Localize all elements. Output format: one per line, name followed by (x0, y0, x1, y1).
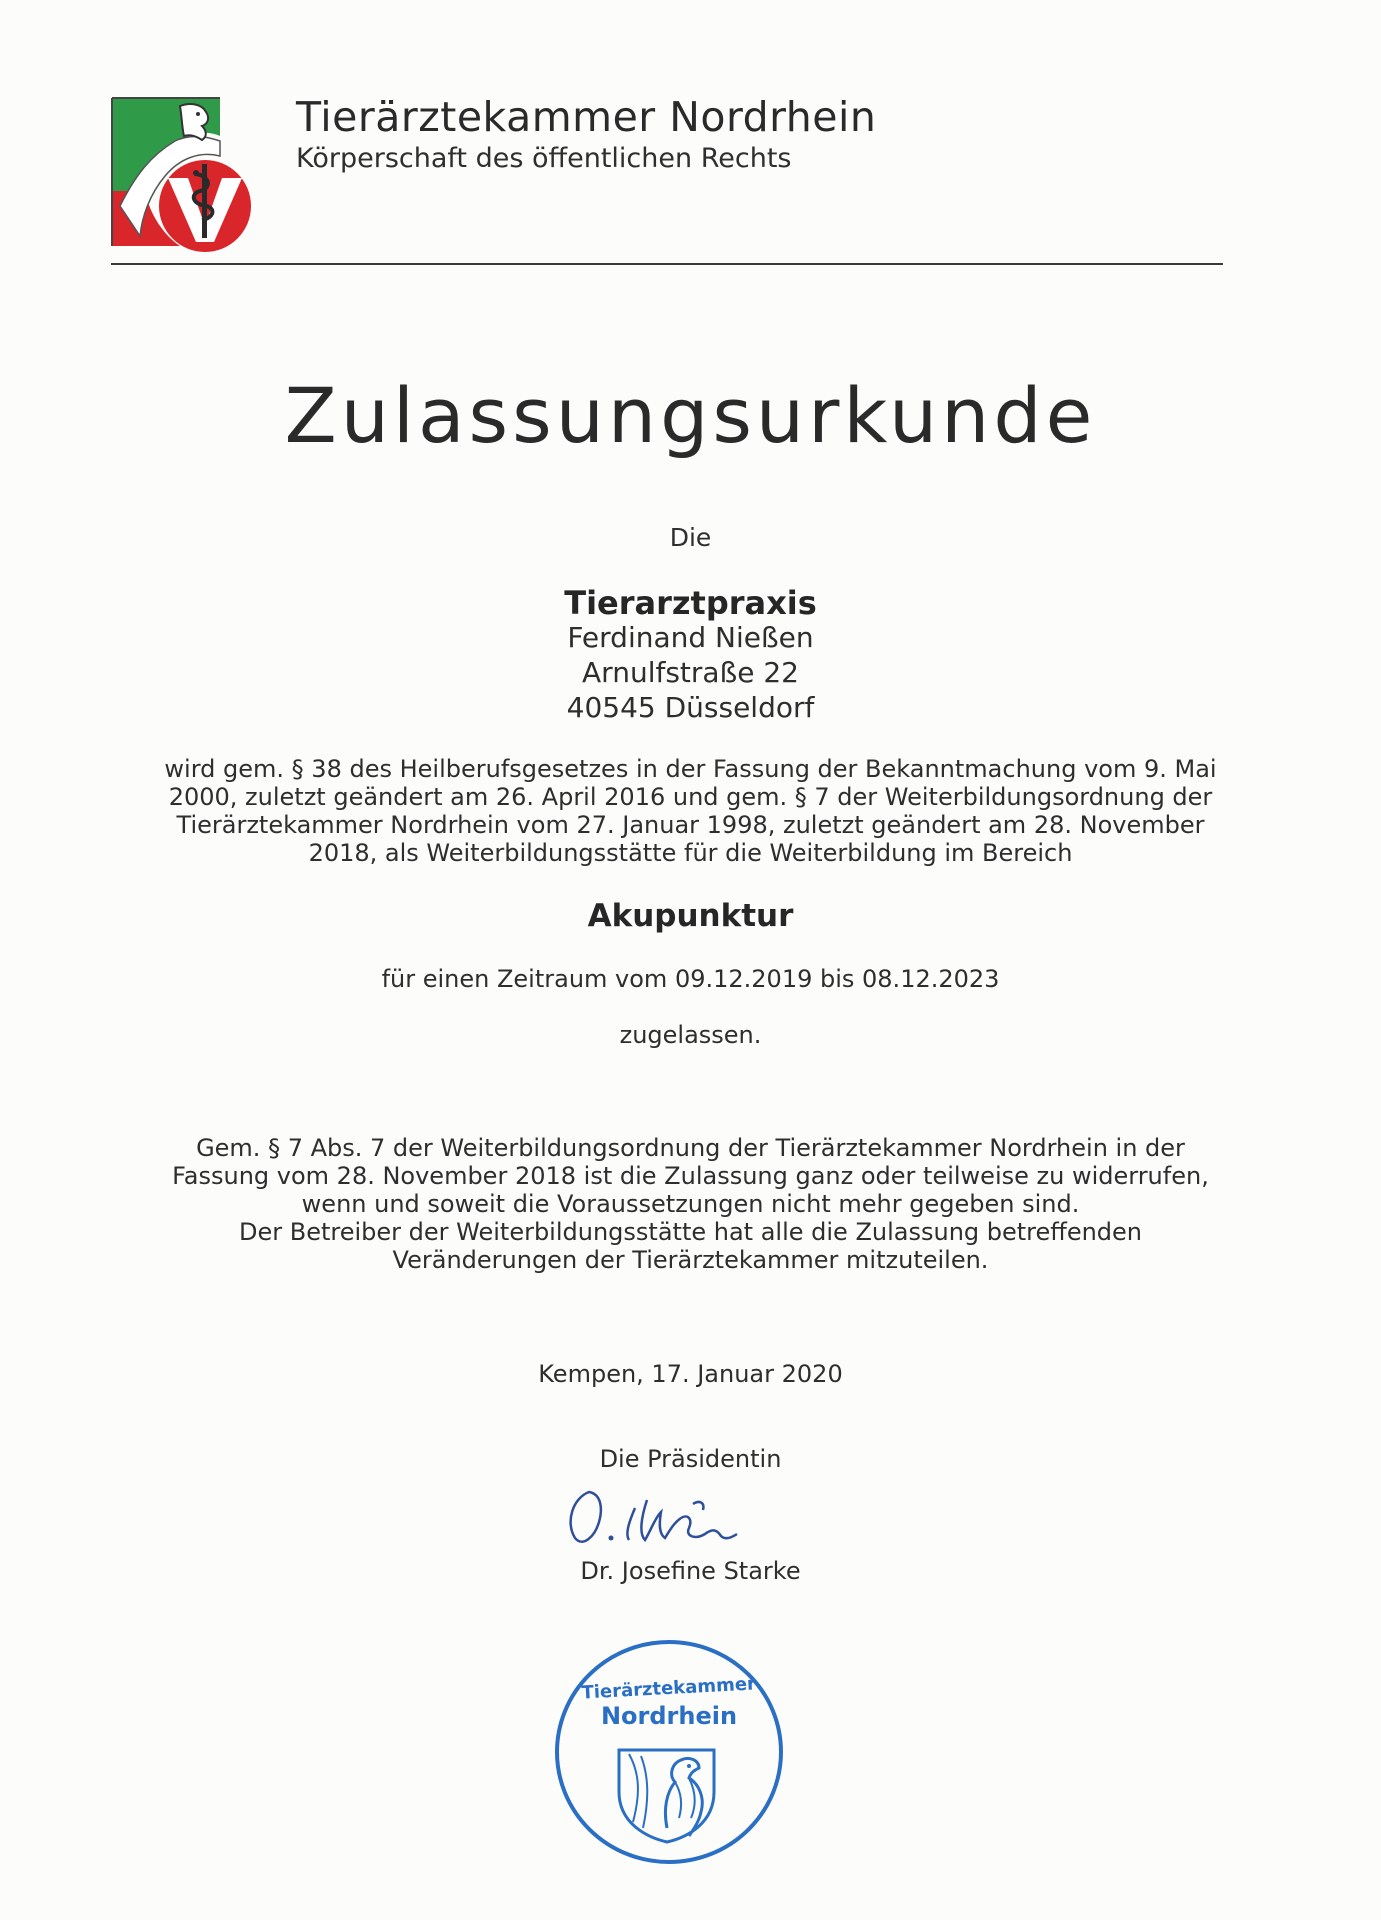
president-name: Dr. Josefine Starke (580, 1557, 801, 1585)
admitted-text: zugelassen. (619, 1021, 762, 1049)
note-line: wenn und soweit die Voraussetzungen nicht mehr gegeben sind. (301, 1190, 1080, 1218)
legal-line: Tierärztekammer Nordrhein vom 27. Januar 1998, zuletzt geändert am 28. November (176, 811, 1205, 839)
practice-street: Arnulfstraße 22 (582, 656, 799, 689)
validity-period: für einen Zeitraum vom 09.12.2019 bis 08.12.2023 (381, 965, 1000, 993)
practice-owner: Ferdinand Nießen (567, 621, 814, 654)
organization-subtitle: Körperschaft des öffentlichen Rechts (296, 143, 792, 174)
document-title: Zulassungsurkunde (284, 371, 1097, 460)
handwritten-signature (555, 1478, 745, 1558)
note-line: Fassung vom 28. November 2018 ist die Zulassung ganz oder teilweise zu widerrufen, (172, 1162, 1209, 1190)
note-line: Veränderungen der Tierärztekammer mitzuteilen. (392, 1246, 989, 1274)
note-line: Gem. § 7 Abs. 7 der Weiterbildungsordnung der Tierärztekammer Nordrhein in der (196, 1134, 1185, 1162)
revocation-note-paragraph (0, 1134, 1381, 1274)
coat-of-arms-logo (110, 96, 265, 252)
practice-city: 40545 Düsseldorf (566, 691, 815, 724)
place-and-date: Kempen, 17. Januar 2020 (538, 1360, 843, 1388)
horse-crest-stamp (549, 1632, 789, 1872)
legal-line: 2018, als Weiterbildungsstätte für die Weiterbildung im Bereich (308, 839, 1073, 867)
legal-line: 2000, zuletzt geändert am 26. April 2016 und gem. § 7 der Weiterbildungsordnung der (168, 783, 1213, 811)
organization-name: Tierärztekammer Nordrhein (296, 93, 877, 141)
practice-name: Tierarztpraxis (564, 584, 817, 622)
stamp-line-1: Tierärztekammer (581, 1673, 757, 1704)
president-title: Die Präsidentin (599, 1445, 782, 1473)
header-divider (111, 263, 1223, 265)
intro-text: Die (669, 523, 712, 552)
note-line: Der Betreiber der Weiterbildungsstätte hat alle die Zulassung betreffenden (239, 1218, 1142, 1246)
field-of-training: Akupunktur (587, 898, 794, 934)
legal-basis-paragraph (0, 755, 1381, 867)
legal-line: wird gem. § 38 des Heilberufsgesetzes in der Fassung der Bekanntmachung vom 9. Mai (164, 755, 1217, 783)
stamp-line-2: Nordrhein (600, 1702, 738, 1730)
